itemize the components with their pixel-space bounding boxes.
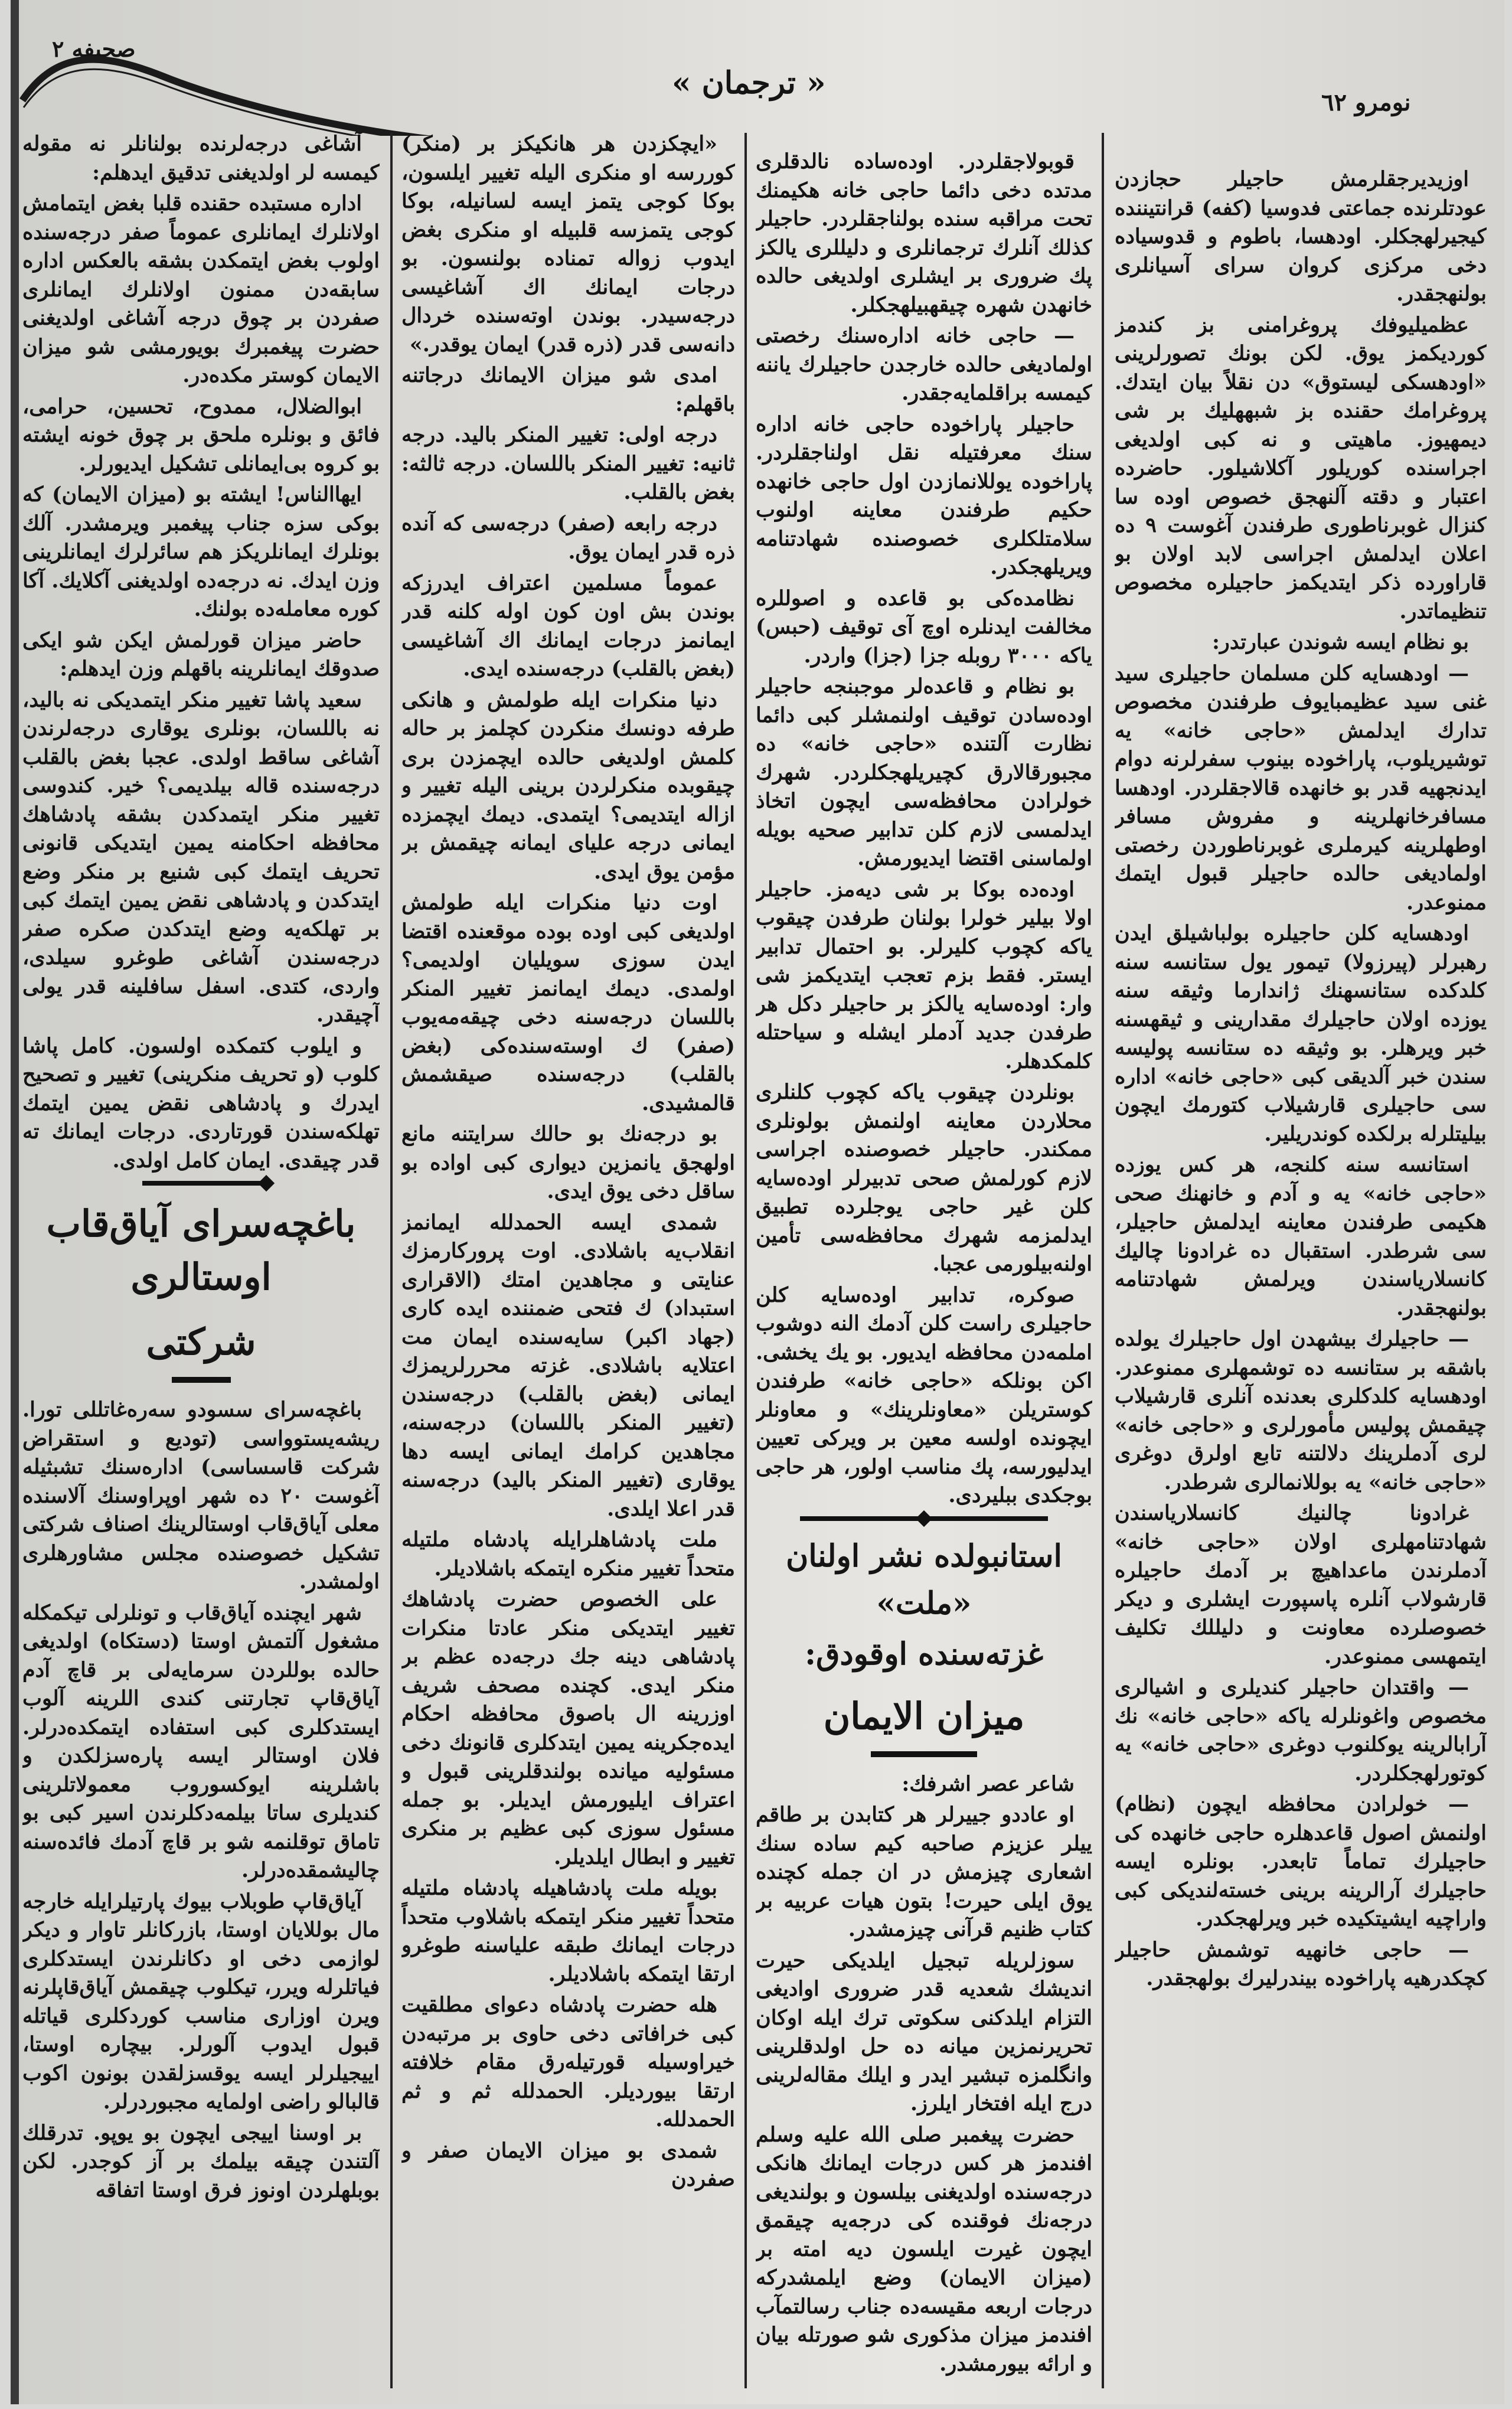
paragraph: عظمیلیوفك پروغرامنی بز کندمز کوردیکمز یوق. لکن بونك تصورلرینی «اودهسکی لیستوق» دن نقلاً بیان ایتدك. پروغرامك حقنده بز شبههلیك بر شی دیمهیوز. ماهیتی و نه کبی اولدیغی اجراسنده کوریلور آکلاشیلور. حاضرده اعتبار و دقته آلنهجق خصوص اوده سا کنزال غوبرناطوری طرفندن آغوست ۹ ده اعلان ایدلمش اجراسی لابد اولان بو قاراورده ذکر ایتدیکمز حاجیلره مخصوص تنظیماتدر. xyxy=(1115,312,1487,624)
paragraph: «ایچکزدن هر هانکیکز بر (منکر) کوررسه او منکری الیله تغییر ایلسون، بوکا کوجی یتمز ایسه لسانیله، بوکا کوجی یتمزسه قلبیله او منکری بغض ایدوب زواله تمناده بولنسون. بو درجات ایمانك اك آشاغیسی درجه‌سیدر. بوندن اوته‌سنده خردال دانه‌سی قدر (ذره قدر) ایمان یوقدر.» xyxy=(401,132,735,357)
paragraph: حاضر میزان قورلمش ایکن شو ایکی صدوقك ایمانلرینه باقهلم وزن ایدهلم: xyxy=(22,628,380,681)
paragraph: او عاددو جییرلر هر کتابدن بر طاقم ییلر عزیزم صاحبه کیم ساده سنك اشعاری چیزمش در ان جمله کچنده یوق ایلی حیرت! بتون هیات عربیه بر کتاب ظنیم قرآنی چیزمشدر. xyxy=(756,1803,1092,1941)
paragraph: بو درجه‌نك بو حالك سرایتنه مانع اولهجق یانمزین دیواری کبی اواده بو ساقل دخی یوق ایدی. xyxy=(401,1122,735,1203)
column-4 xyxy=(1115,165,1487,2409)
issue-number: نومرو ٦٢ xyxy=(1321,89,1411,116)
paragraph: سوزلریله تبجیل ایلدیکی حیرت اندیشك شعدیه قدر ضروری اوادیغی التزام ایلدکنی سکوتی ترك ایله اوکان تحریرنمزین میانه ده حل اولدقلرینی وانگلمزه تبشیر ایدر و ایلك مقاله‌لرینی درج ایله افتخار ایلرز. xyxy=(756,1948,1092,2116)
paragraph: قوبولاجقلردر. اوده‌ساده نالدقلری مدتده دخی دائما حاجی خانه هکیمنك تحت مراقبه سنده بولناجقلردر. حاجیلر کذلك آنلرك ترجمانلری و دلیللری یالکز پك ضروری بر ایشلری اولدیغی حالده خانهدن شهره چیقهبیلهجکلر. xyxy=(756,149,1092,317)
paragraph: — حاجی خانهیه توشمش حاجیلر کچکدرهیه پاراخوده بیندرلیرك بولهجقدر. xyxy=(1115,1937,1487,1990)
paragraph: — واقتدان حاجیلر کندیلری و اشیالری مخصوص واغونلرله یاکه «حاجی خانه» نك آرابالرینه یوکلنوب دوغری «حاجی خانه» یه کوتورلهجکلردر. xyxy=(1115,1675,1487,1785)
paragraph: ایهاالناس! ایشته بو (میزان الایمان) که بوکی سزه جناب پیغمبر ویرمشدر. آلك بونلرك ایمانلریکز هم سائرلرك ایمانلرینی وزن ایدك. نه درجه‌ده اولدیغنی آکلایك. آکا کوره معامله‌ده بولنك. xyxy=(22,482,380,621)
column-3 xyxy=(756,148,1092,2391)
column-divider xyxy=(744,133,747,2388)
paragraph: درجه رابعه (صفر) درجه‌سی که آنده ذره قدر ایمان یوق. xyxy=(401,511,735,564)
column-divider xyxy=(1102,133,1104,2388)
paragraph: اوده‌ده بوکا بر شی دیه‌مز. حاجیلر اولا بیلیر خولرا بولنان طرفدن چیقوب یاکه کچوب کلیرلر. بو احتمال تدابیر ایستر. فقط بزم تعجب ایتدیکمز شی وار: اوده‌سایه یالکز بر حاجیلر دکل هر طرفدن جدید آدملر ایشله و سیاحتله کلمکدهلر. xyxy=(756,877,1092,1073)
page-number: صحیفه ۲ xyxy=(52,35,136,62)
paragraph: اوزیدیرجقلرمش حاجیلر حجازدن عودتلرنده جماعتی فدوسیا (کفه) قرانتیننده کیجیرلهجکلر. اودهسا، باطوم و قدوسیاده دخی مرکزی کروان سرای آسیانلری بولنهجقدر. xyxy=(1115,167,1487,306)
section-ornament xyxy=(800,1516,1048,1521)
column-2 xyxy=(401,130,735,2374)
paragraph: آشاغی درجه‌لرنده بولنانلر نه مقوله کیمسه لر اولدیغنی تدقیق ایدهلم: xyxy=(22,132,380,185)
paragraph: — حاجی خانه اداره‌سنك رخصتی اولمادیغی حالده خارجدن حاجیلرك یاننه کیمسه براقلمایه‌جقدر. xyxy=(756,324,1092,405)
paragraph: غرادونا چالنیك کانسلاریاسندن شهادتنامهلری اولان «حاجی خانه» آدملرندن ماعداهیچ بر آدمك حاجیلره قارشولاب آنلره پاسپورت ایشلری و دیکر خصوصلرده معاونت و دلیللك تکلیف ایتمهسی ممنوعدر. xyxy=(1115,1501,1487,1669)
paragraph: ملت پادشاهلرایله پادشاه ملتیله متحداً تغییر منکره ایتمکه باشلادیلر. xyxy=(401,1527,735,1581)
paragraph: استانسه سنه کلنجه، هر کس یوزده «حاجی خانه» یه و آدم و خانهنك صحی هکیمی طرفندن معاینه ایدلمش حاجیلر، سی شرطدر. استقبال ده غرادونا چالیك کانسلاریاسندن ویرلمش شهادتنامه بولنهجقدر. xyxy=(1115,1153,1487,1320)
article-heading-line: غزته‌سنده اوقودق: xyxy=(804,1636,1044,1672)
paragraph: علی الخصوص حضرت پادشاهك تغییر ایتدیکی منکر عادتا منکرات پادشاهی دینه جك درجه‌ده عظم بر منکر ایدی. کچنده مصحف شریف اوزرینه ال باصوق محافظه احکام ایده‌جکرینه یمین ایتدکلری قانونك دخی مسئولیه میانده بولندقلرینی قبول و اعتراف ایلیورمش ایدیلر. بو جمله مسئول سوزی کبی عظیم بر منکری تغییر و ابطال ایلدیلر. xyxy=(401,1587,735,1869)
paragraph: سعید پاشا تغییر منکر ایتمدیکی نه بالید، نه باللسان، بونلری یوقاری درجه‌لرندن آشاغی ساقط اولدی. عجبا بغض بالقلب درجه‌سنده قاله بیلدیمی؟ خیر. کندوسی تغییر منکر ایتمدکدن بشقه پادشاهك محافظه احکامنه یمین ایتدیکی قانونی تحریف ایتمك کبی شنیع بر منکر وضع ایتدکدن و پادشاهی نقض یمین ایتمك کبی بر تهلکه‌یه وضع ایتدکدن صکره صفر درجه‌سندن آشاغی طوغرو سیلدی، واردی، کتدی. اسفل سافلینه قدر یولی آچیقدر. xyxy=(22,687,380,1027)
paragraph: آیاق‌قاپ طوبلاب بیوك پارتیلرایله خارجه مال بوللایان اوستا، بازرکانلر تاوار و دیکر لوازمی دخی او دکانلرندن ایستدکلری فیاتلرله ویرر، تیکلوب چیقمش آیاق‌قاپلرنه ویرن اوزاری مناسب کوردکلری قیاتله قبول ایدوب آلورلر. بیچاره اوستا، اییجیلرلر ایسه یوقسزلقدن بونون اکوب قالبالو راضی اولمایه مجبوردرلر. xyxy=(22,1889,380,2114)
article-title: میزان الایمان xyxy=(823,1694,1025,1738)
heading-rule xyxy=(871,1751,977,1757)
paragraph: بو نظام و قاعده‌لر موجبنجه حاجیلر اوده‌سادن توقیف اولنمشلر کبی دائما نظارت آلتنده «حاجی خانه» ده مجبورقالارق کچیریلهجکلردر. شهرك خولرادن محافظه‌سی ایچون اتخاذ ایدلمسی لازم کلن تدابیر صحیه بویله اولماسنی اقتضا ایدیورمش. xyxy=(756,674,1092,870)
paragraph: شهر ایچنده آیاق‌قاب و تونلرلی تیکمکله مشغول آلتمش اوستا (دستکاه) اولدیغی حالده بوللردن سرمایه‌لی بر قاچ آدم آیاق‌قاپ تجارتنی کندی اللرینه آلوب ایستدکلری کبی استفاده ایتمکده‌درلر. فلان اوستالر ایسه پاره‌سزلکدن و باشلرینه ایوکسوروب معمولاتلرینی کندیلری ساتا بیلمه‌دکلرندن اسیر کبی بو تاماق توقلنمه شو بر قاچ آدمك فائده‌سنه چالیشمقده‌درلر. xyxy=(22,1600,380,1882)
paragraph: امدی شو میزان الایمانك درجاتنه باقهلم: xyxy=(401,363,735,416)
paragraph: — اودهسایه کلن مسلمان حاجیلری سید غنی سید عظیمبایوف طرفندن مخصوص تدارك ایدلمش «حاجی خانه» یه توشیریلوب، پاراخوده بینوب سفرلرنه دوام ایدنجهیه قدر بو خانهده قالاجقلردر. اودهسا مسافرخانهلرینه و مفروش مسافر اوطهلرینه کیرملری غوبرناطوردن رخصتی اولمادیغی حالده حاجیلر قبول ایتمك ممنوعدر. xyxy=(1115,661,1487,915)
byline: شاعر عصر اشرفك: xyxy=(902,1771,1075,1796)
paragraph: عموماً مسلمین اعتراف ایدرزکه بوندن بش اون کون اوله کلنه قدر ایمانمز درجات ایمانك اك آشاغیسی (بغض بالقلب) درجه‌سنده ایدی. xyxy=(401,570,735,681)
page-edge xyxy=(11,0,19,2404)
article-heading-line: استانبولده نشر اولنان «ملت» xyxy=(786,1538,1062,1621)
paragraph: — حاجیلرك بیشهدن اول حاجیلرك یولده باشقه بر ستانسه ده توشمهلری ممنوعدر. اودهسایه کلدکلری بعدنده آنلری قارشیلاب چیقمش پولیس مأمورلری و «حاجی خانه» لری آدملرینك دلالتنه تابع اولرق دوغری «حاجی خانه» یه بوللانمالری شرطدر. xyxy=(1115,1327,1487,1494)
paragraph: نظامده‌کی بو قاعده و اصوللره مخالفت ایدنلره اوچ آی توقیف (حبس) یاکه ۳۰۰۰ روبله جزا (جزا) واردر. xyxy=(756,586,1092,668)
paragraph: اوت دنیا منکرات ایله طولمش اولدیغی کبی اوده بوده موقعنده اقتضا ایدن سوزی سویلیان اولدیمی؟ اولمدی. دیمك ایمانمز تغییر المنکر باللسان درجه‌سنه دخی چیقه‌مه‌یوب (صفر) ك اوسته‌سنده‌کی (بغض بالقلب) درجه‌سنده صیقشمش قالمشیدی. xyxy=(401,890,735,1115)
paragraph: و ایلوب کتمکده اولسون. کامل پاشا کلوب (و تحریف منکرینی) تغییر و تصحیح ایدرك و پادشاهی نقض یمین ایتمك تهلکه‌سندن قورتاردی. درجات ایمانك ته قدر چیقدی. ایمان کامل اولدی. xyxy=(22,1033,380,1173)
newspaper-title: « ترجمان » xyxy=(672,65,826,101)
paragraph: شمدی ایسه الحمدلله ایمانمز انقلاب‌یه باشلادی. اوت پرورکارمزك عنایتی و مجاهدین امتك (الاقراری استبداد) ك فتحی ضمننده ایده کاری (جهاد اکبر) سایه‌سنده ایمان مت اعتلایه باشلادی. غزته محررلریمزك ایمانی (بغض بالقلب) درجه‌سندن (تغییر المنکر باللسان) درجه‌سنه، مجاهدین کرامك ایمانی ایسه دها یوقاری (تغییر المنکر بالید) درجه‌سنه قدر اعلا ایلدی. xyxy=(401,1210,735,1521)
paragraph: بویله ملت پادشاهیله پادشاه ملتیله متحداً تغییر منکر ایتمکه باشلاوب متحداً درجات ایمانك طبقه علیاسنه طوغرو ارتقا ایتمکه باشلادیلر. xyxy=(401,1876,735,1986)
heading-rule xyxy=(172,1377,231,1383)
column-divider xyxy=(390,133,393,2388)
paragraph: بو نظام ایسه شوندن عبارتدر: xyxy=(1212,630,1469,654)
paragraph: صوکره، تدابیر اوده‌سایه کلن حاجیلری راست کلن آدمك النه دوشوب املمه‌دن محافظه ایدیور. بو یك یخشی. اکن بونلکه «حاجی خانه» طرفندن کوستریلن «معاونلرینك» و معاونلر ایچونده اولسه معین بر ویرکی تعیین ایدلیورسه، پك مناسب اولور، هر حاجی بوجکدی ببلیردی. xyxy=(756,1282,1092,1507)
article-title: باغچه‌سرای آیاق‌قاب اوستالری xyxy=(46,1202,356,1298)
paragraph: بر اوسنا اییجی ایچون بو یوپو. تدرقلك آلتندن چیقه بیلمك بر آز کوجدر. لکن بوبلهلردن اونوز فرق اوستا اتفاقه xyxy=(22,2120,380,2202)
paragraph: حضرت پیغمبر صلی الله علیه وسلم افندمز هر کس درجات ایمانك هانکی درجه‌سنده اولدیغنی بیلسون و بولندیغی درجه‌نك فوقنده کی درجه‌یه چیقمق ایچون غیرت ایلسون دیه امته بر (میزان الایمان) وضع ایلمشدرکه درجات اربعه مقیسه‌ده جناب رسالتمآب افندمز میزان مذکوری شو صورتله بیان و ارائه بیورمشدر. xyxy=(756,2122,1092,2376)
newspaper-page xyxy=(11,0,1504,2404)
paragraph: اداره مستبده حقنده قلبا بغض ایتمامش اولانلرك ایمانلری عموماً صفر درجه‌سنده اولوب بغض ایتمکدن بشقه بالعکس اداره سابقه‌دن ممنون اولانلرك ایمانلری صفردن بر چوق درجه آشاغی اولدیغنی حضرت پیغمبرك بویورمشی شو میزان الایمان کوستر مکده‌در. xyxy=(22,191,380,387)
column-1 xyxy=(22,130,380,2374)
section-ornament xyxy=(142,1181,260,1186)
paragraph: اودهسایه کلن حاجیلره بولباشیلق ایدن رهبرلر (پیرزولا) تیمور یول ستانسه سنه کلدکده ستانسهنك ژاندارما وثیقه سنه یوزده اولان حاجیلرك مقدارینی و ثیقهسنه خبر ویرهلر. بو وثیقه ده ستانسه پولیسه سندن خبر آلدیقی کبی «حاجی خانه» اداره سی حاجیلری قارشیلاب کتورمك ایچون بیلیتلرله برلکده کوندریلیر. xyxy=(1115,921,1487,1146)
article-title-line-2: شرکتی xyxy=(146,1320,256,1363)
header-wavy-rule xyxy=(11,0,1504,136)
paragraph: شمدی بو میزان الایمان صفر و صفردن xyxy=(401,2138,735,2191)
paragraph: هله حضرت پادشاه دعوای مطلقیت کبی خرافاتی دخی حاوی بر مرتبه‌دن خیراوسیله قورتیله‌رق مقام خلافته ارتقا بیوردیلر. الحمدلله ثم و ثم الحمدلله. xyxy=(401,1993,735,2131)
paragraph: حاجیلر پاراخوده حاجی خانه اداره سنك معرفتیله نقل اولناجقلردر. پاراخوده یوللانمازدن اول حاجی خانهده حکیم طرفندن معاینه اولنوب سلامتلکلری خصوصنده شهادتنامه ویریلهجکدر. xyxy=(756,412,1092,579)
paragraph: ابوالضلال، ممدوح، تحسین، حرامی، فائق و بونلره ملحق بر چوق خونه ایشته بو کروه بی‌ایمانلی تشکیل ایدیورلر. xyxy=(22,394,380,476)
paragraph: — خولرادن محافظه ایچون (نظام) اولنمش اصول قاعدهلره حاجی خانهده کی حاجیلرك تماماً تابعدر. بونلره ایسه حاجیلرك آرالرینه برینی خسته‌لندیکی کبی واراچیه ایشیتکیده خبر ویرلهجکدر. xyxy=(1115,1792,1487,1931)
paragraph: باغچه‌سرای سسودو سه‌ره‌غاتللی تورا. ریشه‌یستوواسی (تودیع و استقراض شرکت قاسساسی) اداره‌سنك تشبثیله آغوست ۲۰ ده شهر اوپراوسنك آلاسنده معلی آیاق‌قاب اوستالرینك اصناف شرکتی تشکیل خصوصنده مجلس مشاورهلری اولمشدر. xyxy=(22,1398,380,1594)
paragraph: درجه اولی: تغییر المنکر بالید. درجه ثانیه: تغییر المنکر باللسان. درجه ثالثه: بغض بالقلب. xyxy=(401,423,735,504)
paragraph: دنیا منکرات ایله طولمش و هانکی طرفه دونسك منکردن کچلمز بر حاله کلمش اولدیغی حالده ایچمزدن بری چیقوبده منکرلردن برینی الیله تغییر و ازاله ایتدیمی؟ ایتمدی. دیمك ایچمزده ایمانی درجه علیای ایمانه چیقمش بر مؤمن یوق ایدی. xyxy=(401,687,735,884)
paragraph: بونلردن چیقوب یاکه کچوب کلنلری محلاردن معاینه اولنمش بولونلری ممکندر. حاجیلر خصوصنده اجراسی لازم کورلمش صحی تدبیرلر اوده‌سایه کلن غیر حاجی یوجلرده تطبیق ایدلمزمه شهرك محافظه‌سی تأمین اولنه‌بیلورمی عجبا. xyxy=(756,1080,1092,1276)
